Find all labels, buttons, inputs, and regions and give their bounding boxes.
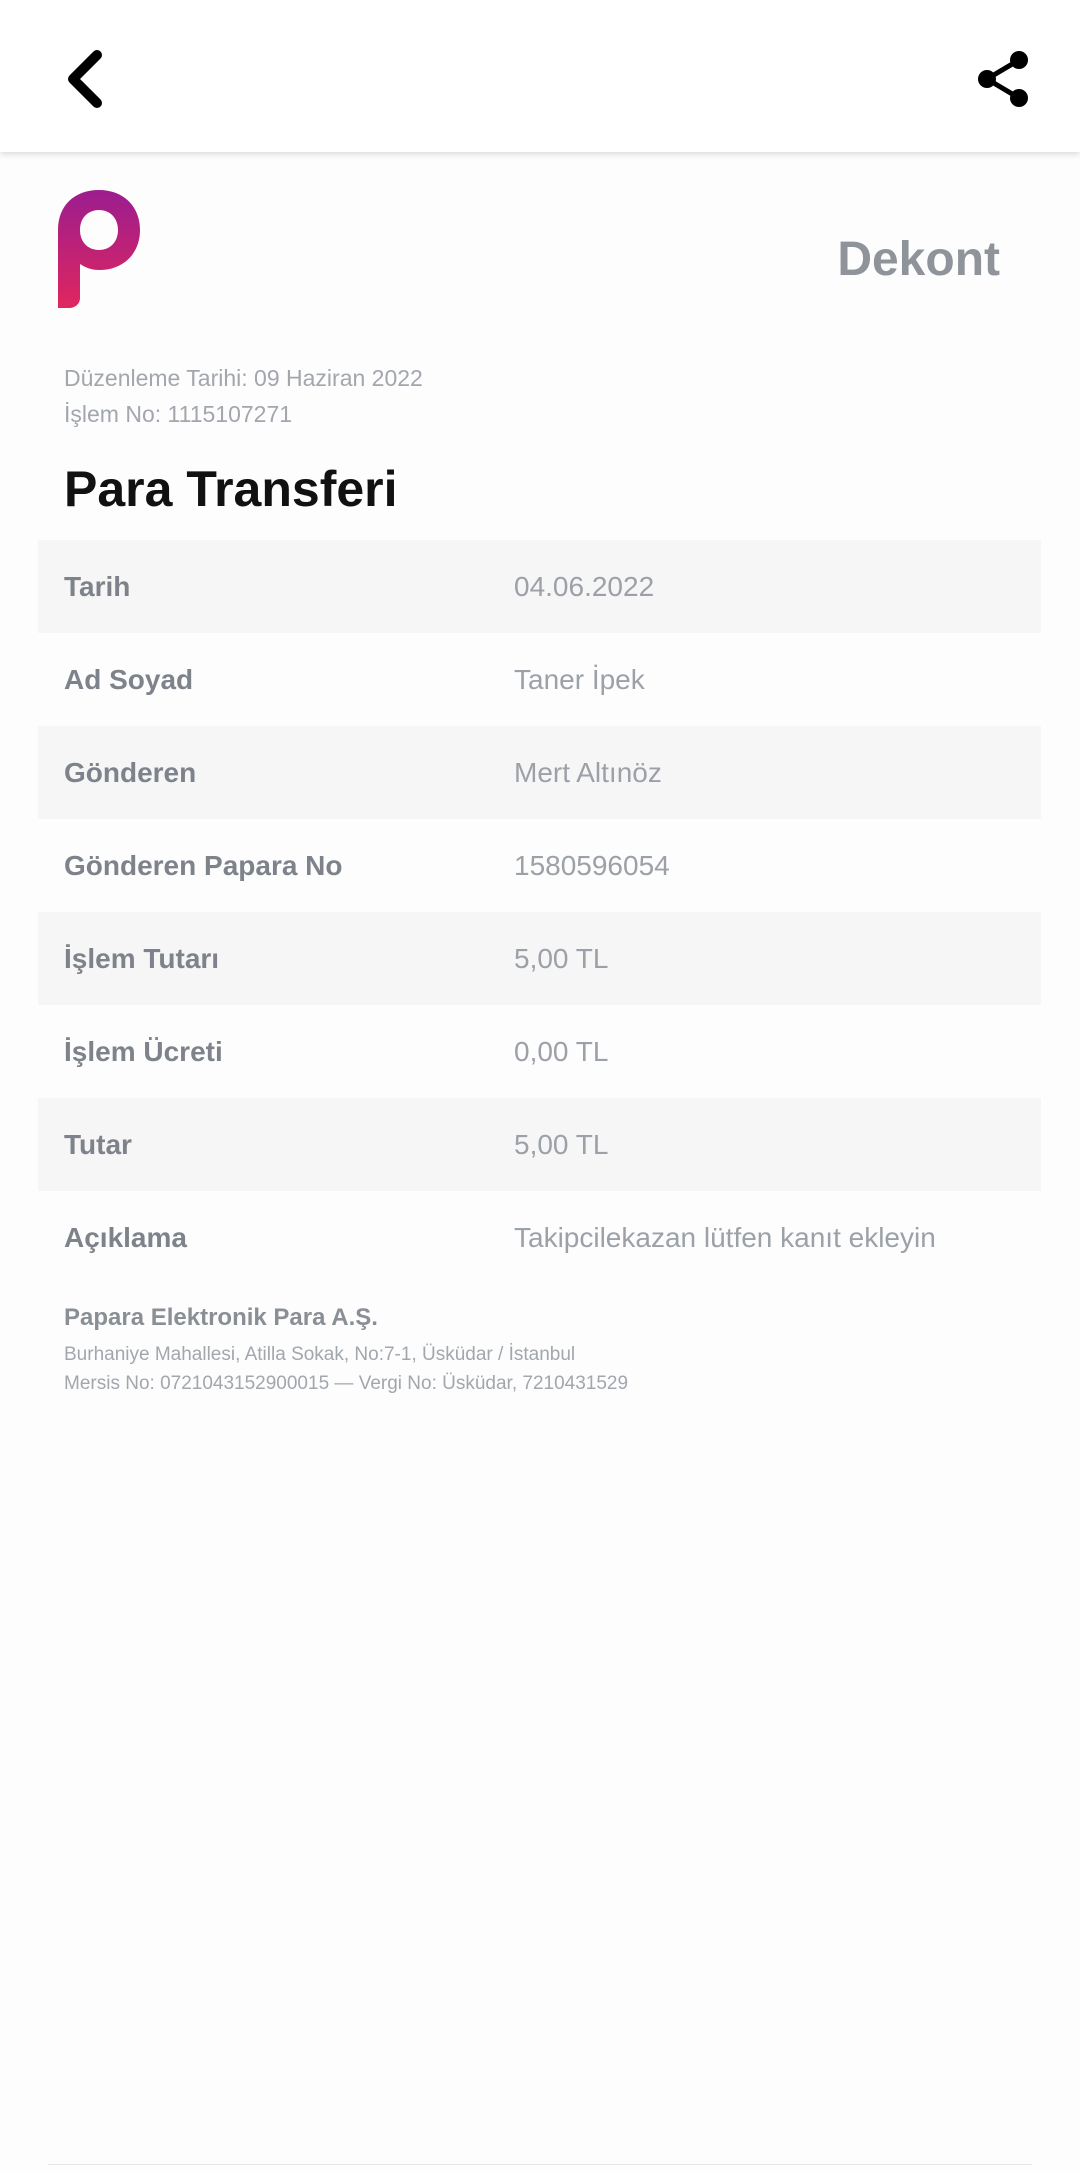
company-name: Papara Elektronik Para A.Ş. [64, 1304, 378, 1331]
row-label: Ad Soyad [64, 663, 194, 695]
row-label: İşlem Tutarı [64, 942, 220, 974]
row-value: 5,00 TL [514, 1128, 609, 1160]
top-app-bar [0, 0, 1080, 152]
row-label: Tutar [64, 1128, 132, 1160]
table-row [38, 726, 1041, 819]
row-value: Takipcilekazan lütfen kanıt ekleyin [514, 1221, 936, 1253]
page-title: Para Transferi [64, 461, 398, 517]
receipt-heading: Dekont [837, 233, 1000, 286]
company-registry: Mersis No: 0721043152900015 — Vergi No: Üsküdar, 7210431529 [64, 1373, 629, 1394]
row-value: 04.06.2022 [514, 570, 655, 602]
papara-logo [58, 190, 140, 308]
receipt-meta [64, 360, 423, 432]
table-row [38, 1005, 1041, 1098]
company-address: Burhaniye Mahallesi, Atilla Sokak, No:7-1, Üsküdar / İstanbul [64, 1344, 576, 1365]
chevron-left-icon [63, 49, 107, 109]
issue-date: Düzenleme Tarihi: 09 Haziran 2022 [64, 365, 423, 391]
table-row [38, 540, 1041, 633]
table-row [38, 1191, 1041, 1284]
row-label: İşlem Ücreti [64, 1035, 223, 1067]
share-button[interactable] [968, 44, 1038, 114]
table-row [38, 633, 1041, 726]
table-row [38, 819, 1041, 912]
row-label: Gönderen Papara No [64, 849, 343, 881]
transaction-number: İşlem No: 1115107271 [64, 401, 293, 427]
receipt-footer [64, 1304, 628, 1398]
row-value: 0,00 TL [514, 1035, 609, 1067]
row-label: Tarih [64, 570, 131, 602]
table-row [38, 1098, 1041, 1191]
row-value: 1580596054 [514, 849, 670, 881]
row-value: Taner İpek [514, 663, 645, 695]
divider [48, 2164, 1032, 2165]
row-label: Gönderen [64, 756, 197, 788]
share-icon [975, 49, 1031, 109]
row-value: 5,00 TL [514, 942, 609, 974]
table-row [38, 912, 1041, 1005]
receipt-page [0, 152, 1080, 2171]
row-value: Mert Altınöz [514, 756, 662, 788]
receipt-details-table [38, 540, 1041, 1284]
row-label: Açıklama [64, 1221, 187, 1253]
back-button[interactable] [50, 44, 120, 114]
